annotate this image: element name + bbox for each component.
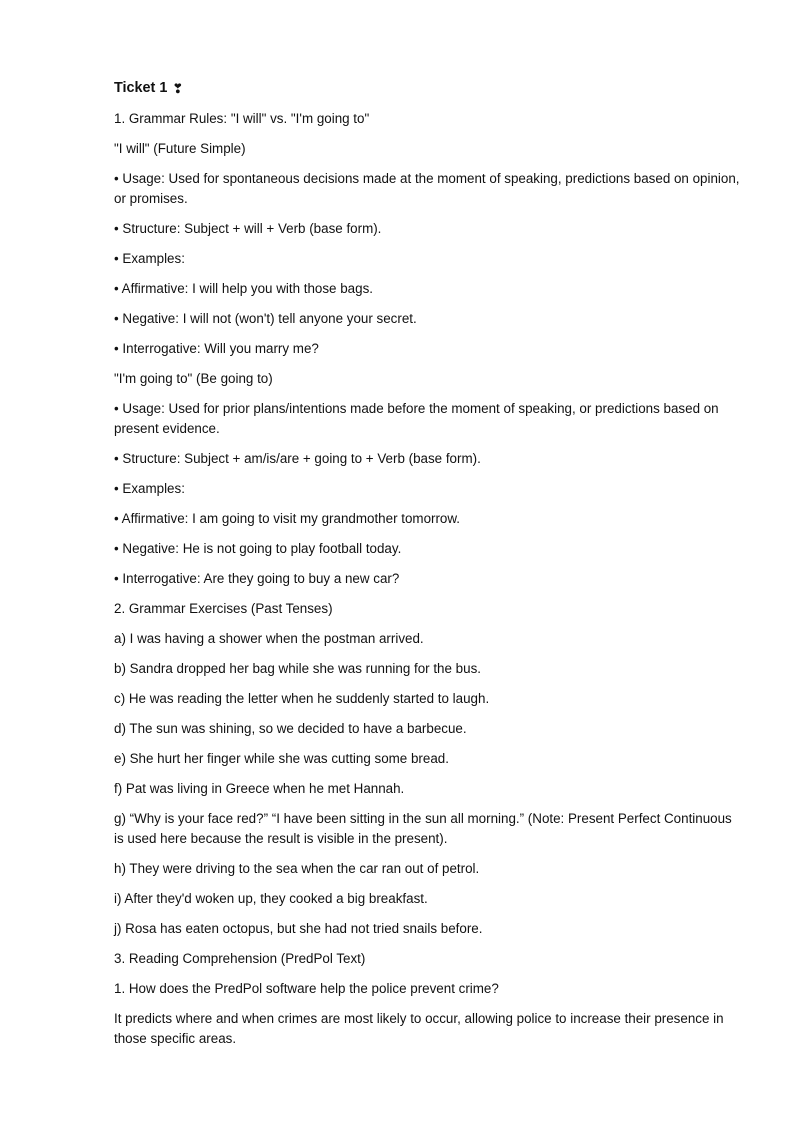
document-paragraph: j) Rosa has eaten octopus, but she had not tried snails before. — [114, 921, 483, 936]
document-paragraph: • Usage: Used for prior plans/intentions made before the moment of speaking, or predictions based on present evidence. — [114, 401, 719, 436]
heart-exclamation-icon: ❣ — [172, 80, 184, 96]
ticket-title-text: Ticket 1 — [114, 80, 168, 96]
document-paragraph: f) Pat was living in Greece when he met Hannah. — [114, 781, 405, 796]
document-body — [114, 109, 744, 1049]
document-page — [114, 78, 744, 1059]
document-paragraph: • Negative: I will not (won't) tell anyone your secret. — [114, 311, 417, 326]
document-paragraph: "I'm going to" (Be going to) — [114, 371, 273, 386]
document-paragraph: • Interrogative: Will you marry me? — [114, 341, 319, 356]
document-paragraph: 2. Grammar Exercises (Past Tenses) — [114, 601, 333, 616]
document-paragraph: a) I was having a shower when the postman arrived. — [114, 631, 424, 646]
document-paragraph: • Usage: Used for spontaneous decisions made at the moment of speaking, predictions based on opinion, or promises. — [114, 171, 740, 206]
document-paragraph: i) After they'd woken up, they cooked a big breakfast. — [114, 891, 428, 906]
document-paragraph: h) They were driving to the sea when the car ran out of petrol. — [114, 861, 480, 876]
document-paragraph: • Examples: — [114, 251, 185, 266]
document-paragraph: • Structure: Subject + will + Verb (base form). — [114, 221, 382, 236]
document-paragraph: 1. Grammar Rules: "I will" vs. "I'm going to" — [114, 111, 370, 126]
document-paragraph: • Structure: Subject + am/is/are + going to + Verb (base form). — [114, 451, 481, 466]
document-paragraph: • Negative: He is not going to play football today. — [114, 541, 402, 556]
document-paragraph: 1. How does the PredPol software help the police prevent crime? — [114, 981, 499, 996]
document-paragraph: 3. Reading Comprehension (PredPol Text) — [114, 951, 366, 966]
document-paragraph: b) Sandra dropped her bag while she was running for the bus. — [114, 661, 481, 676]
document-paragraph: • Affirmative: I will help you with those bags. — [114, 281, 373, 296]
document-paragraph: • Examples: — [114, 481, 185, 496]
document-paragraph: g) “Why is your face red?” “I have been sitting in the sun all morning.” (Note: Present Perfect Continuous is used here because the result is visible in the present). — [114, 811, 732, 846]
document-paragraph: d) The sun was shining, so we decided to have a barbecue. — [114, 721, 467, 736]
document-paragraph: "I will" (Future Simple) — [114, 141, 246, 156]
document-paragraph: • Affirmative: I am going to visit my grandmother tomorrow. — [114, 511, 461, 526]
document-paragraph: c) He was reading the letter when he suddenly started to laugh. — [114, 691, 490, 706]
document-paragraph: • Interrogative: Are they going to buy a new car? — [114, 571, 400, 586]
ticket-title — [114, 78, 744, 98]
document-paragraph: e) She hurt her finger while she was cutting some bread. — [114, 751, 449, 766]
document-paragraph: It predicts where and when crimes are most likely to occur, allowing police to increase their presence in those specific areas. — [114, 1011, 724, 1046]
